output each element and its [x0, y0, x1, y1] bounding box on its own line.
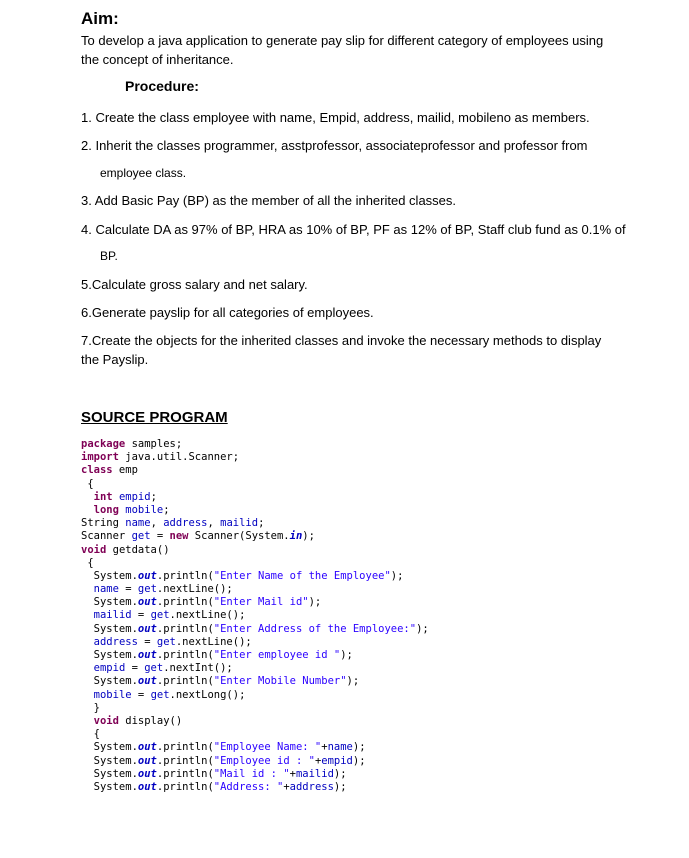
code-line [81, 715, 429, 728]
code-token: Scanner [81, 530, 132, 543]
code-line [81, 662, 429, 675]
code-token: get [150, 688, 170, 701]
code-token: samples; [125, 438, 183, 450]
code-token: mailid [220, 517, 259, 530]
code-token: } [81, 701, 100, 714]
procedure-step: 3. Add Basic Pay (BP) as the member of all the inherited classes. [81, 193, 457, 208]
code-token: System. [81, 754, 138, 767]
code-line [81, 557, 429, 570]
code-token: .nextLong(); [169, 688, 246, 701]
code-token: get [156, 635, 176, 648]
code-token: = [131, 609, 151, 622]
code-token: emp [112, 464, 138, 477]
code-line [81, 570, 429, 583]
code-token: ); [333, 767, 347, 780]
code-token: out [137, 622, 157, 635]
code-token: name [125, 517, 151, 530]
code-token: .nextLine(); [156, 583, 233, 596]
code-token: .nextLine(); [169, 609, 246, 622]
code-token: System. [81, 596, 138, 609]
code-token: .println( [156, 622, 214, 635]
procedure-step: 6.Generate payslip for all categories of employees. [81, 305, 374, 320]
procedure-step-continuation: the Payslip. [81, 352, 149, 367]
code-token: out [137, 649, 157, 661]
code-token: = [125, 662, 145, 675]
code-token [81, 583, 94, 595]
code-token: .println( [156, 767, 214, 780]
code-token: out [137, 675, 157, 688]
procedure-step: 7.Create the objects for the inherited classes and invoke the necessary methods to display [81, 333, 602, 348]
code-token: , [150, 517, 164, 530]
code-token: out [137, 569, 157, 582]
code-token: .println( [156, 649, 214, 661]
code-token: ); [346, 675, 360, 688]
code-token: "Enter Mail id" [213, 596, 309, 609]
code-token: address [163, 517, 208, 530]
procedure-heading: Procedure: [125, 78, 199, 94]
code-line [81, 623, 429, 636]
code-token: "Employee Name: " [213, 741, 322, 754]
code-token: void [81, 543, 107, 556]
code-token: empid [93, 662, 126, 675]
code-token [81, 609, 94, 621]
code-line [81, 583, 429, 596]
code-token: get [131, 530, 151, 543]
code-token [81, 504, 94, 516]
code-token: , [207, 517, 221, 530]
code-line [81, 649, 429, 662]
code-token: int [93, 490, 113, 503]
code-token: ); [308, 596, 322, 609]
code-token: .println( [156, 675, 214, 688]
code-token: mailid [295, 767, 334, 780]
code-line [81, 596, 429, 609]
code-token: .nextLine(); [175, 635, 252, 648]
code-token: ); [302, 530, 315, 543]
code-token: mobile [125, 503, 164, 516]
source-code-block [81, 438, 429, 794]
code-token: + [314, 754, 322, 767]
code-token: java.util.Scanner; [118, 451, 240, 464]
code-token: ); [390, 569, 404, 582]
code-token: get [144, 662, 164, 675]
code-token: .nextInt(); [163, 662, 233, 675]
code-token: ; [150, 490, 157, 503]
code-token: get [150, 609, 170, 622]
code-token: display() [118, 714, 183, 727]
code-token: System. [81, 622, 138, 635]
code-token: ); [340, 649, 353, 661]
code-token: "Enter Address of the Employee:" [213, 622, 417, 635]
procedure-step-continuation: BP. [100, 249, 118, 263]
code-line [81, 451, 429, 464]
code-token: name [93, 583, 119, 596]
aim-heading: Aim: [81, 9, 119, 28]
code-token: in [289, 530, 303, 543]
code-token [81, 636, 94, 648]
code-token: out [137, 780, 157, 793]
code-token: empid [321, 754, 353, 767]
code-token: out [137, 767, 157, 780]
code-line [81, 491, 429, 504]
code-token [81, 491, 94, 503]
code-token: package [81, 438, 126, 450]
code-token: .println( [156, 741, 214, 754]
code-line [81, 609, 429, 622]
procedure-step: 4. Calculate DA as 97% of BP, HRA as 10% of BP, PF as 12% of BP, Staff club fund as 0.1% of [81, 222, 626, 237]
code-token: empid [118, 490, 151, 503]
code-token: .println( [156, 754, 214, 767]
code-token: ); [352, 741, 366, 754]
code-token: "Enter employee id " [213, 649, 341, 661]
code-token: { [81, 477, 94, 490]
code-token: = [118, 583, 138, 596]
code-token: { [81, 556, 94, 569]
code-token: ); [352, 754, 366, 767]
code-token: + [321, 741, 328, 754]
code-token: get [137, 583, 157, 596]
code-token: = [131, 688, 151, 701]
code-token: System. [81, 569, 138, 582]
procedure-step: 1. Create the class employee with name, Empid, address, mailid, mobileno as members. [81, 110, 590, 125]
code-token: + [283, 780, 290, 793]
code-token: System. [81, 780, 138, 793]
code-line [81, 478, 429, 491]
procedure-step-continuation: employee class. [100, 166, 187, 180]
code-line [81, 728, 429, 741]
code-token [81, 715, 94, 727]
code-line [81, 517, 429, 530]
code-line [81, 544, 429, 557]
code-token: "Employee id : " [213, 754, 315, 767]
code-token: = [137, 635, 157, 648]
aim-description: To develop a java application to generate pay slip for different category of employees using the concept of inheritance. [81, 33, 604, 67]
code-token: mailid [93, 609, 132, 622]
code-token: System. [81, 675, 138, 688]
code-line [81, 504, 429, 517]
code-line [81, 781, 429, 794]
code-token: ; [258, 517, 265, 530]
code-line [81, 768, 429, 781]
code-token: "Address: " [213, 780, 284, 793]
code-token: System. [81, 741, 138, 754]
code-line [81, 464, 429, 477]
code-token: class [81, 464, 113, 477]
code-token: "Enter Name of the Employee" [213, 569, 391, 582]
code-token: .println( [156, 596, 214, 609]
procedure-step: 2. Inherit the classes programmer, asstprofessor, associateprofessor and professor from [81, 138, 588, 153]
code-token [81, 689, 94, 701]
code-token: .println( [156, 780, 214, 793]
code-token: import [81, 451, 119, 464]
code-token: String [81, 517, 126, 530]
code-line [81, 530, 429, 543]
code-token: out [137, 754, 157, 767]
code-token: getdata() [106, 543, 170, 556]
code-token: address [289, 780, 334, 793]
code-line [81, 689, 429, 702]
code-token: "Mail id : " [213, 767, 290, 780]
code-token: name [327, 741, 353, 754]
code-line [81, 636, 429, 649]
procedure-step: 5.Calculate gross salary and net salary. [81, 277, 308, 292]
code-line [81, 675, 429, 688]
code-token: System. [81, 767, 138, 780]
code-line [81, 741, 429, 754]
code-token: + [289, 767, 296, 780]
code-token: "Enter Mobile Number" [213, 675, 347, 688]
code-token: ); [333, 780, 347, 793]
code-line [81, 755, 429, 768]
source-program-heading: SOURCE PROGRAM [81, 409, 228, 426]
code-token: void [93, 714, 119, 727]
code-token: ; [163, 503, 170, 516]
code-token: = [150, 530, 170, 543]
code-token: new [169, 530, 189, 543]
code-line [81, 438, 429, 451]
code-token: long [93, 503, 119, 516]
code-line [81, 702, 429, 715]
code-token: out [137, 596, 157, 609]
code-token: .println( [156, 569, 214, 582]
code-token: out [137, 741, 157, 754]
code-token: { [81, 728, 100, 741]
code-token: mobile [93, 688, 132, 701]
code-token: address [93, 635, 138, 648]
code-token [81, 662, 94, 674]
code-token: ); [416, 622, 429, 635]
code-token: Scanner(System. [188, 530, 290, 543]
code-token: System. [81, 649, 138, 661]
